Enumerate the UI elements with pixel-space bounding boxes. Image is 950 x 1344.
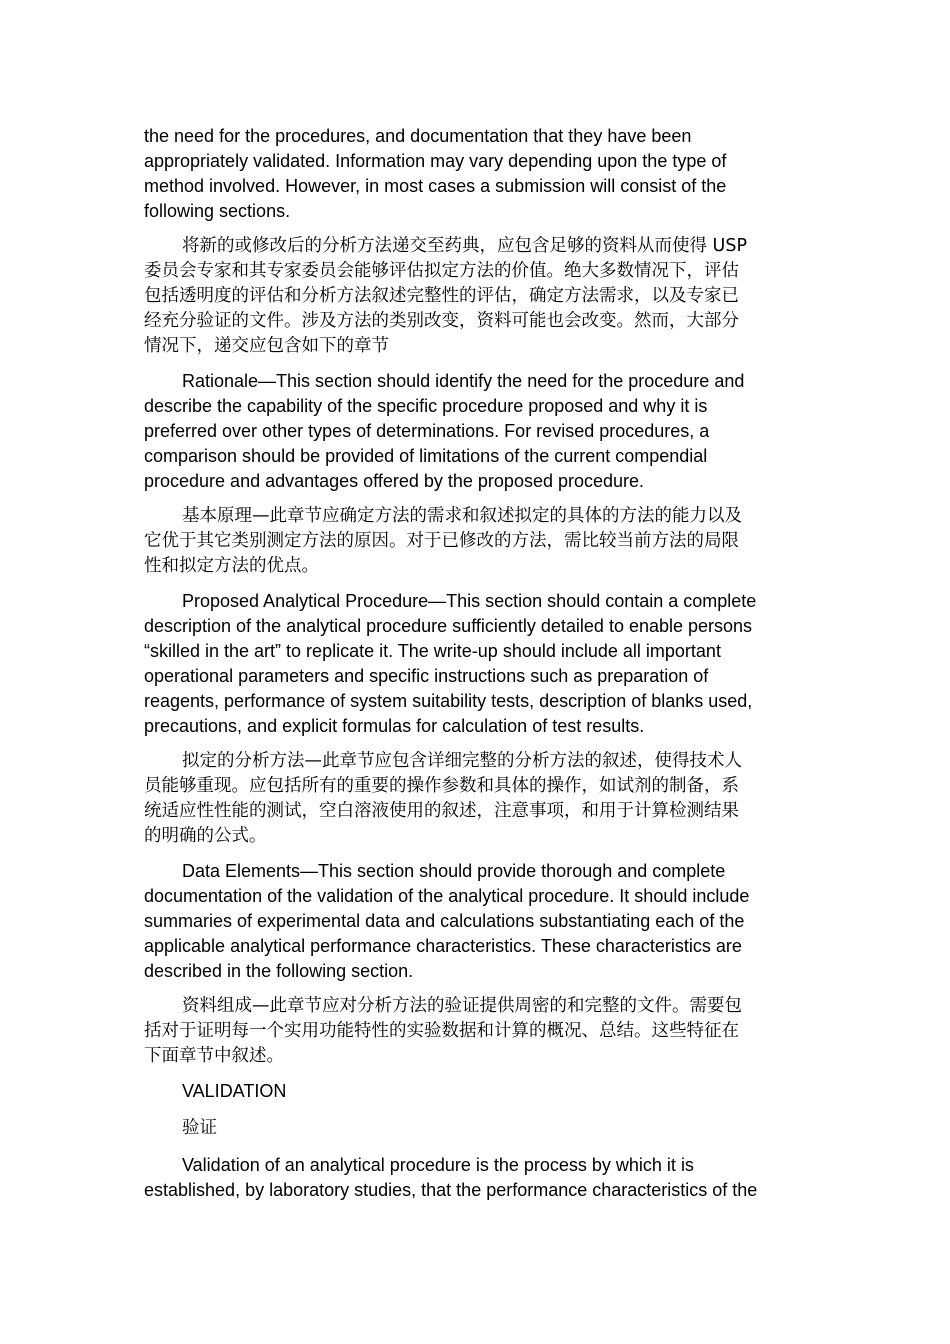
- proposed-procedure-paragraph-en: Proposed Analytical Procedure—This section should contain a complete description of the analytical procedure sufficiently detailed to enable persons “skilled in the art” to replicate it. The write-up should include all important operational parameters and specific instructions such as preparation of reagents, performance of system suitability tests, description of blanks used, precautions, and explicit formulas for calculation of test results.: [144, 591, 757, 736]
- intro-paragraph-zh: 将新的或修改后的分析方法递交至药典，应包含足够的资料从而使得 USP 委员会专家和其专家委员会能够评估拟定方法的价值。绝大多数情况下，评估 包括透明度的评估和分析方法叙述完整性的评估，确定方法需求，以及专家已 经充分验证的文件。涉及方法的类别改变，资料可能也会改变。然而，大部分 情况下，递交应包含如下的章节: [144, 236, 748, 356]
- data-elements-paragraph-zh: 资料组成—此章节应对分析方法的验证提供周密的和完整的文件。需要包 括对于证明每一个实用功能特性的实验数据和计算的概况、总结。这些特征在 下面章节中叙述。: [144, 996, 742, 1066]
- validation-paragraph-en: Validation of an analytical procedure is the process by which it is established, by laboratory studies, that the performance characteristics of the: [144, 1155, 758, 1200]
- rationale-paragraph-en: Rationale—This section should identify the need for the procedure and describe the capability of the specific procedure proposed and why it is preferred over other types of determinations. For revised procedures, a comparison should be provided of limitations of the current compendial procedure and advantages offered by the proposed procedure.: [144, 371, 745, 491]
- validation-heading-en: VALIDATION: [182, 1081, 287, 1101]
- rationale-paragraph-zh: 基本原理—此章节应确定方法的需求和叙述拟定的具体的方法的能力以及 它优于其它类别测定方法的原因。对于已修改的方法，需比较当前方法的局限 性和拟定方法的优点。: [144, 506, 742, 576]
- validation-heading-zh: 验证: [182, 1118, 217, 1138]
- data-elements-paragraph-en: Data Elements—This section should provide thorough and complete documentation of the validation of the analytical procedure. It should include summaries of experimental data and calculations substantiating each of the applicable analytical performance characteristics. These characteristics are described in the following section.: [144, 861, 750, 981]
- document-page: [144, 124, 804, 1213]
- proposed-procedure-paragraph-zh: 拟定的分析方法—此章节应包含详细完整的分析方法的叙述，使得技术人 员能够重现。应包括所有的重要的操作参数和具体的操作，如试剂的制备，系 统适应性性能的测试，空白溶液使用的叙述，注意事项，和用于计算检测结果 的明确的公式。: [144, 751, 742, 846]
- intro-paragraph-en: the need for the procedures, and documentation that they have been appropriately validated. Information may vary depending upon the type of method involved. However, in most cases a submission will consist of the following sections.: [144, 126, 727, 221]
